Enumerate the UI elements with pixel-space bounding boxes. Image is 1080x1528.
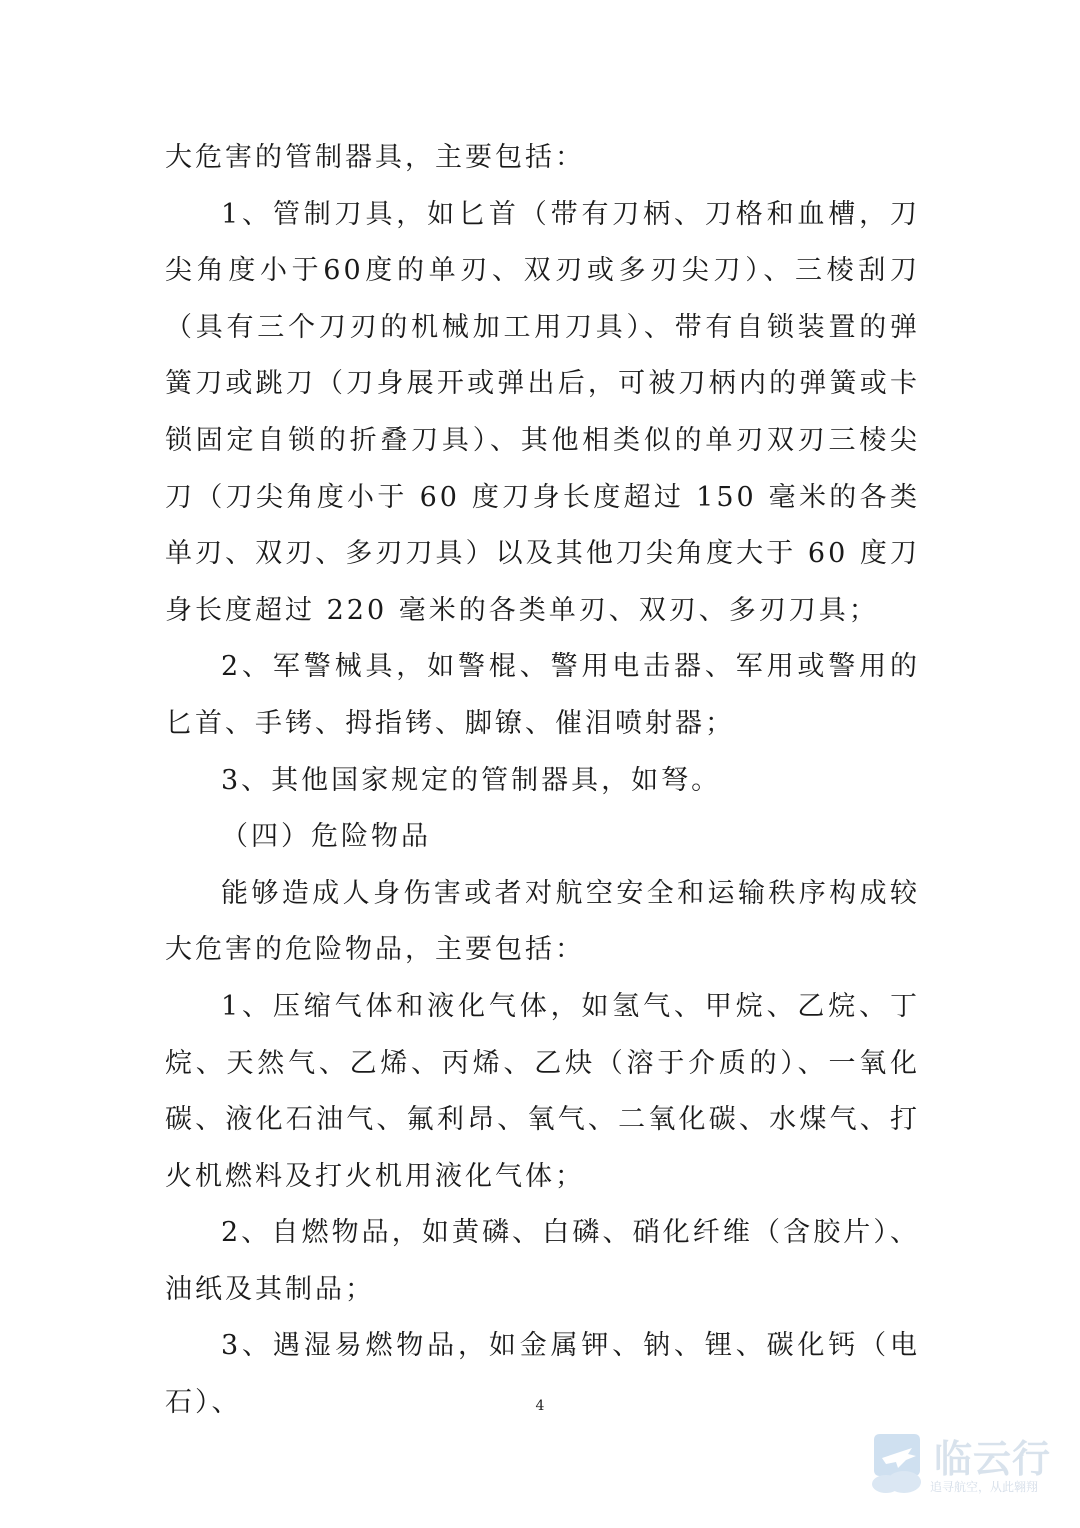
- paragraph-spontaneous-combustibles: 2、自燃物品，如黄磷、白磷、硝化纤维（含胶片）、油纸及其制品；: [165, 1217, 920, 1305]
- paragraph-police-equipment: 2、军警械具，如警棍、警用电击器、军用或警用的匕首、手铐、拇指铐、脚镣、催泪喷射器；: [165, 651, 920, 739]
- watermark-logo: [868, 1428, 1068, 1500]
- paragraph-dangerous-goods-intro: 能够造成人身伤害或者对航空安全和运输秩序构成较大危害的危险物品，主要包括：: [165, 877, 920, 966]
- watermark-slogan: 追寻航空，从此翱翔: [930, 1480, 1039, 1494]
- paragraph-compressed-gases: 1、压缩气体和液化气体，如氢气、甲烷、乙烷、丁烷、天然气、乙烯、丙烯、乙炔（溶于介质的）、一氧化碳、液化石油气、氟利昂、氧气、二氧化碳、水煤气、打火机燃料及打火机用液化气体；: [165, 990, 920, 1192]
- page-number: 4: [535, 1398, 545, 1414]
- document-body: [165, 130, 920, 1432]
- cloud-airplane-icon: [868, 1430, 926, 1496]
- paragraph-continuation: 大危害的管制器具，主要包括：: [165, 142, 585, 173]
- watermark-title: 临云行: [934, 1437, 1052, 1481]
- paragraph-other-controlled-tools: 3、其他国家规定的管制器具，如弩。: [221, 764, 722, 796]
- paragraph-controlled-knives: 1、管制刀具，如匕首（带有刀柄、刀格和血槽，刀尖角度小于60度的单刃、双刃或多刃尖刀）、三棱刮刀（具有三个刀刃的机械加工用刀具）、带有自锁装置的弹簧刀或跳刀（刀身展开或弹出后，可被刀柄内的弹簧或卡锁固定自锁的折叠刀具）、其他相类似的单刃双刃三棱尖刀（刀尖角度小于 60 度刀身长度超过 150 毫米的各类单刃、双刃、多刃刀具）以及其他刀尖角度大于 60 度刀身长度超过 220 毫米的各类单刃、双刃、多刃刀具；: [165, 198, 920, 626]
- paragraph-water-reactive: 3、遇湿易燃物品，如金属钾、钠、锂、碳化钙（电石）、: [165, 1330, 920, 1419]
- section-heading-dangerous-goods: （四）危险物品: [221, 821, 431, 853]
